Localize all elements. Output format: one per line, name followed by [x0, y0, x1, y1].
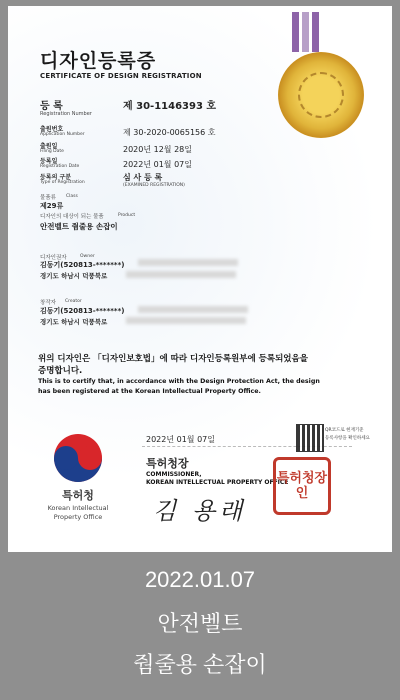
redacted-address [126, 271, 236, 278]
product-label-en: Product [118, 213, 136, 218]
caption-line-2: 줨줄용 손잡이 [133, 652, 267, 677]
office-name-en-2: Property Office [53, 513, 103, 521]
creator-label-en: Creator [65, 299, 82, 304]
creator-label: 창작자 [40, 300, 56, 306]
commissioner-en: COMMISSIONER, [146, 471, 202, 478]
office-name-ko: 특허청 [62, 489, 94, 502]
field-label: 등록의 구분 [40, 174, 72, 181]
redacted-address [126, 317, 246, 324]
commissioner-title: 특허청장 [146, 457, 189, 470]
product-label: 디자인의 대상이 되는 물품 [40, 214, 104, 220]
taegeuk-emblem-icon [54, 434, 102, 482]
issue-date: 2022년 01월 07일 [146, 435, 215, 444]
certificate-subtitle: CERTIFICATE OF DESIGN REGISTRATION [40, 72, 202, 80]
class-label: 물품류 [40, 195, 56, 201]
gold-seal-icon [278, 52, 364, 138]
field-value: 2020년 12월 28일 [123, 145, 192, 154]
owner-label: 디자인권자 [40, 255, 67, 261]
certificate-title: 디자인등록증 [40, 50, 157, 72]
office-name-en-1: Korean Intellectual [47, 504, 109, 512]
qr-text-1: QR코드로 현재기준 [325, 428, 364, 433]
field-label-en: Type of Registration [40, 180, 85, 185]
class-value: 제29류 [40, 202, 64, 210]
field-label: 출원번호 [40, 126, 64, 133]
field-label: 출원일 [40, 143, 58, 150]
official-stamp: 특허청장인 [273, 457, 331, 515]
field-value: 2022년 01월 07일 [123, 160, 192, 169]
certify-statement-ko-2: 증명합니다. [38, 366, 83, 376]
field-label-en: Filing Date [40, 149, 64, 154]
registration-label: 등 록 [40, 101, 63, 112]
signature: 김 용래 [153, 497, 247, 525]
registration-type: 심 사 등 록 [123, 173, 163, 182]
caption-line-1: 안전벨트 [157, 611, 243, 636]
owner-label-en: Owner [80, 254, 95, 259]
qr-text-2: 등록사항을 확인하세요 [325, 436, 370, 441]
registration-label-en: Registration Number [40, 111, 92, 117]
certify-statement-en: This is to certify that, in accordance with the Design Protection Act, the design [38, 378, 320, 385]
certify-statement-ko: 위의 디자인은 「디자인보호법」에 따라 디자인등록원부에 등록되었음을 [38, 354, 308, 364]
redacted-address [138, 306, 248, 313]
ribbon-left [292, 12, 299, 52]
owner-name: 김동기(520813-*******) [40, 261, 125, 269]
field-label: 등록일 [40, 158, 58, 165]
ribbon-right [312, 12, 319, 52]
creator-address: 경기도 하남시 덕풍북로 [40, 318, 108, 326]
creator-name: 김동기(520813-*******) [40, 307, 125, 315]
owner-address: 경기도 하남시 덕풍북로 [40, 272, 108, 280]
caption-date: 2022.01.07 [144, 567, 256, 592]
certificate [8, 6, 392, 552]
registration-type-en: (EXAMINED REGISTRATION) [123, 183, 185, 188]
qr-code-icon [296, 424, 324, 452]
field-label-en: Application Number [40, 132, 85, 137]
field-value: 제 30-2020-0065156 호 [123, 128, 216, 137]
registration-number: 제 30-1146393 호 [123, 101, 217, 112]
ribbon-center [302, 12, 309, 52]
commissioner-en-2: KOREAN INTELLECTUAL PROPERTY OFFICE [146, 479, 289, 486]
field-label-en: Registration Date [40, 164, 80, 169]
redacted-address [138, 259, 238, 266]
product-value: 안전벨트 줨줄용 손잡이 [40, 222, 118, 231]
class-label-en: Class [66, 194, 78, 199]
certify-statement-en-2: has been registered at the Korean Intellectual Property Office. [38, 388, 261, 395]
